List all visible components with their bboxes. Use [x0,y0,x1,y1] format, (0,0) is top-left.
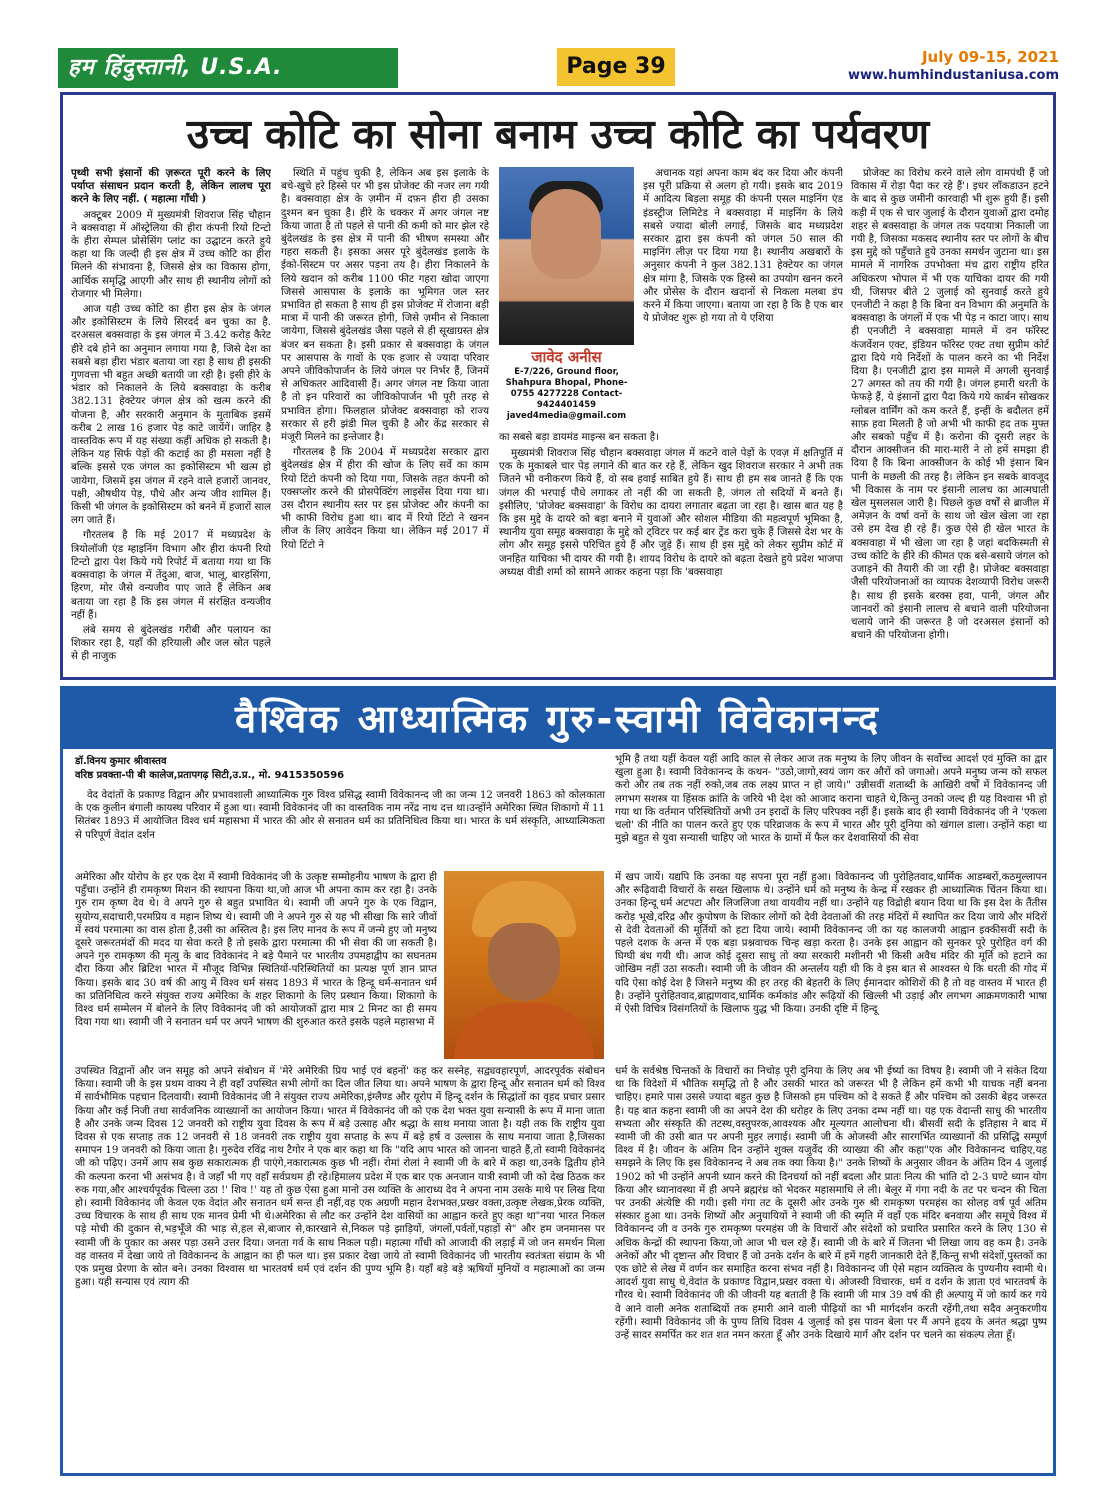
article-gold-vs-environment [60,92,1056,680]
author-name: जावेद अनीस [531,348,602,366]
author-box [499,347,634,422]
article-vivekananda [60,686,1056,1476]
author-contact: E-7/226, Ground floor, Shahpura Bhopal, Phone- 0755 4277228 Contact-9424401459 javed4media@gmail.com [505,367,628,421]
portrait-face-shape [488,923,560,1001]
paragraph: लंबे समय से बुंदेलखंड गरीबी और पलायन का शिकार रहा है, यहाँ की हरियाली और जल स्रोत पहले से ही नाजुक [71,624,271,663]
gandhi-quote: पृथ्वी सभी इंसानों की ज़रूरत पूरी करने के लिए पर्याप्त संसाधन प्रदान करती है, लेकिन लालच पूरा करने के लिए नहीं. ( महात्मा गाँधी ) [71,167,271,206]
paragraph: अचानक यहां अपना काम बंद कर दिया और कंपनी इस पूरी प्रक्रिया से अलग हो गयी। इसके बाद 2019 में आदित्य बिड़ला समूह की कंपनी एसल माइनिंग एंड इंडस्ट्रीज लिमिटेड ने बक्सवाहा में माइनिंग के लिये सबसे ज्यादा बोली लगाई, जिसके बाद मध्यप्रदेश सरकार द्वारा इस कंपनी को जंगल 50 साल की माइनिंग लीज़ पर दिया गया है। स्थानीय अखबारों के अनुसार कंपनी ने कुल 382.131 हेक्टेयर का जंगल क्षेत्र मांगा है, जिसके एक हिस्से का उपयोग खनन करने और प्रोसेस के दौरान खदानों से निकला मलबा डंप करने में किया जाएगा। बताया जा रहा है कि है एक बार ये प्रोजेक्ट शुरू हो गया तो ये एशिया [643,168,843,325]
paragraph: अमेरिका और योरोप के हर एक देश में स्वामी विवेकानंद जी के उत्कृष्ट सम्मोहनीय भाषण के द्वारा ही पहुँचा। उन्होंने ही रामकृष्ण मिशन की स्थापना किया था,जो आज भी अपना काम कर रहा है। उनके गुरु राम कृष्ण देव थे। वे अपने गुरु से बहुत प्रभावित थे। स्वामी जी अपने गुरु के एक विद्वान, सुयोग्य,सदाचारी,परमप्रिय व महान शिष्य थे। स्वामी जी ने अपने गुरु से यह भी सीखा कि सारे जीवों में स्वयं परमात्मा का वास होता है,उसी का अस्तित्व है। इस लिए मानव के रूप में जन्मे हुए जो मनुष्य दूसरे जरूरतमंदों की मदद या सेवा करते है तो इसके द्वारा परमात्मा की भी सेवा की जा सकती है। अपने गुरु रामकृष्ण की मृत्यु के बाद विवेकानंद ने बड़े पैमाने पर भारतीय उपमहाद्वीप का सघनतम दौरा किया और ब्रिटिश भारत में मौजूद विभिन्न स्थितियों-परिस्थितियों का प्रत्यक्ष पूर्ण ज्ञान प्राप्त किया। इसके बाद 30 वर्ष की आयु में विश्व धर्म संसद 1893 में भारत के हिन्दू धर्म-सनातन धर्म का प्रतिनिधित्व करने संयुक्त राज्य अमेरिका के शहर शिकागो के लिए प्रस्थान किया। शिकागो के विश्व धर्म सम्मेलन में बोलने के लिए विवेकानंद जी को आयोजकों द्वारा मात्र 2 मिनट का ही समय दिया गया था। स्वामी जी ने सनातन धर्म पर अपने भाषण की शुरुआत करते इसके पहले महासभा में [75,872,437,1029]
newspaper-masthead: हम हिंदुस्तानी, U.S.A. [58,48,398,88]
article-right-middle [615,871,1047,1063]
paragraph: गौरतलब है कि 2004 में मध्यप्रदेश सरकार द्वारा बुंदेलखंड क्षेत्र में हीरा की खोज के लिए सर्वे का काम रियो टिंटो कंपनी को दिया गया, जिसके तहत कंपनी को एक्सप्लोर करने की प्रोसपेक्टिंग लाइसेंस दिया गया था। उस दौरान स्थानीय स्तर पर इस प्रोजेक्ट और कंपनी का भी काफी विरोध हुआ था। बाद में रियो टिंटो ने खनन लीज के लिए आवेदन किया था। लेकिन मई 2017 में रियो टिंटो ने [281,447,489,551]
paragraph: में खप जायें। यद्यपि कि उनका यह सपना पूरा नहीं हुआ। विवेकानन्द जी पुरोहितवाद,धार्मिक आडम्बरों,कठमुल्लापन और रूढ़िवादी विचारों के सख्त खिलाफ थे। उन्होंने धर्म को मनुष्य के केन्द्र में रखकर ही आध्यात्मिक चिंतन किया था। उनका हिन्दू धर्म अटपटा और लिजलिजा तथा वायवीय नहीं था। उन्होंने यह विद्रोही बयान दिया था कि इस देश के तैंतीस करोड़ भूखे,दरिद्र और कुपोषण के शिकार लोगों को देवी देवताओं की तरह मंदिरों में स्थापित कर दिया जाये और मंदिरों से देवी देवताओं की मूर्तियों को हटा दिया जाये। स्वामी विवेकानन्द जी का यह कालजयी आह्वान इक्कीसवीं सदी के पहले दशक के अन्त में एक बड़ा प्रश्नवाचक चिन्ह खड़ा करता है। उनके इस आह्वान को सुनकर पूरे पुरोहित वर्ग की घिग्घी बंध गयी थी। आज कोई दूसरा साधु तो क्या सरकारी मशीनरी भी किसी अवैध मंदिर की मूर्ति को हटाने का जोखिम नहीं उठा सकती। स्वामी जी के जीवन की अन्तर्लय यही थी कि वे इस बात से आश्वस्त थे कि धरती की गोद में यदि ऐसा कोई देश है जिसने मनुष्य की हर तरह की बेहतरी के लिए ईमानदार कोशिशें की है तो वह वास्तव में भारत ही है। उन्होंने पुरोहितवाद,ब्राह्मणवाद,धार्मिक कर्मकांड और रूढ़ियों की खिल्ली भी उड़ाई और लगभग आक्रमणकारी भाषा में ऐसी विचित्र विसंगतियों के खिलाफ युद्ध भी किया। उनकी दृष्टि में हिन्दू [615,872,1047,1016]
paragraph: भूमि है तथा यहीं केवल यहीं आदि काल से लेकर आज तक मनुष्य के लिए जीवन के सर्वोच्च आदर्श एवं मुक्ति का द्वार खुला हुआ है। स्वामी विवेकानन्द के कथन- "उठो,जागो,स्वयं जाग कर औरों को जगाओ। अपने मनुष्य जन्म को सफल करो और तब तक नहीं रुको,जब तक लक्ष्य प्राप्त न हो जाये।" उन्नीसवीं शताब्दी के आखिरी वर्षों में विवेकानन्द जी लगभग सशस्त्र या हिंसक क्रांति के जरिये भी देश को आजाद कराना चाहते थे,किन्तु उनको जल्द ही यह विश्वास भी हो गया था कि वर्तमान परिस्थितियों अभी उन इरादों के लिए परिपक्व नहीं हैं। इसके बाद ही स्वामी विवेकानंद जी ने 'एकला चलो' की नीति का पालन करते हुए एक परिव्राजक के रूप में भारत और पूरी दुनिया को खंगाल डाला। उन्होंने कहा था मुझे बहुत से युवा सन्यासी चाहिए जो भारत के ग्रामों में फैल कर देशवासियों की सेवा [615,754,1047,845]
author-name: डॉ.विनय कुमार श्रीवास्तव [75,756,167,767]
paragraph: वेद वेदांतों के प्रकाण्ड विद्वान और प्रभावशाली आध्यात्मिक गुरु विश्व प्रसिद्ध स्वामी विवेकानन्द जी का जन्म 12 जनवरी 1863 को कोलकाता के एक कुलीन बंगाली कायस्थ परिवार में हुआ था। स्वामी विवेकानंद जी का वास्तविक नाम नरेंद्र नाथ दत्त था।उन्होंने अमेरिका स्थित शिकागो में 11 सितंबर 1893 में आयोजित विश्व धर्म महासभा में भारत की ओर से सनातन धर्म का प्रतिनिधित्व किया था। भारत के धर्म संस्कृति, आध्यात्मिकता से परिपूर्ण वेदांत दर्शन [75,790,605,841]
paragraph: मुख्यमंत्री शिवराज सिंह चौहान बक्सवाहा जंगल में कटने वाले पेड़ों के एवज़ में क्षतिपूर्ति में एक के मुकाबले चार पेड़ लगाने की बात कर रहे हैं, लेकिन खुद शिवराज सरकार ने अभी तक जितने भी वनीकरण किये हैं, वो सब हवाई साबित हुये हैं। साथ ही हम सब जानते हैं कि एक जंगल की भरपाई पौधे लगाकर तो नहीं की जा सकती है, जंगल तो सदियों में बनते हैं। इसीलिए, 'प्रोजेक्ट बक्सवाहा' के विरोध का दायरा लगातार बढ़ता जा रहा है। खास बात यह है कि इस मुद्दे के दायरे को बड़ा बनाने में युवाओं और सोशल मीडिया की महत्वपूर्ण भूमिका है, स्थानीय युवा समूह बक्सवाहा के मुद्दे को ट्विटर पर कई बार ट्रेंड करा चुके हैं जिससे देश भर के लोग और समूह इससे परिचित हुये हैं और जुड़े हैं। साथ ही इस मुद्दे को लेकर सुप्रीम कोर्ट में जनहित याचिका भी दायर की गयी है। शायद विरोध के दायरे को बढ़ता देखते हुये प्रदेश भाजपा अध्यक्ष वीडी शर्मा को सामने आकर कहना पड़ा कि 'बक्सवाहा [499,448,843,578]
paragraph: धर्म के सर्वश्रेष्ठ चिन्तकों के विचारों का निचोड़ पूरी दुनिया के लिए अब भी ईर्ष्या का विषय है। स्वामी जी ने संकेत दिया था कि विदेशों में भौतिक समृद्धि तो है और उसकी भारत को जरूरत भी है लेकिन हमें कभी भी याचक नहीं बनना चाहिए। हमारे पास उससे ज्यादा बहुत कुछ है जिसको हम पश्चिम को दे सकते हैं और पश्चिम को उसकी बेहद जरूरत है। यह बात कहना स्वामी जी का अपने देश की धरोहर के लिए उनका दम्भ नहीं था। यह एक वेदान्ती साधु की भारतीय सभ्यता और संस्कृति की तटस्थ,वस्तुपरक,आवश्यक और मूल्यगत आलोचना थी। बीसवीं सदी के इतिहास ने बाद में स्वामी जी की उसी बात पर अपनी मुहर लगाई। स्वामी जी के ओजस्वी और सारगर्भित व्याख्यानों की प्रसिद्धि सम्पूर्ण विश्व में है। जीवन के अंतिम दिन उन्होंने शुक्ल यजुर्वेद की व्याख्या की और कहा"एक और विवेकानन्द चाहिए,यह समझने के लिए कि इस विवेकानन्द ने अब तक क्या किया है।" उनके शिष्यों के अनुसार जीवन के अंतिम दिन 4 जुलाई 1902 को भी उन्होंने अपनी ध्यान करने की दिनचर्या को नहीं बदला और प्रातः नित्य की भांति दो 2-3 घण्टे ध्यान योग किया और ध्यानावस्था में ही अपने ब्रह्मरंध्र को भेदकर महासमाधि ले ली। बेलूर में गंगा नदी के तट पर चन्दन की चिता पर उनकी अंत्येष्टि की गयी। इसी गंगा तट के दूसरी ओर उनके गुरु श्री रामकृष्ण परमहंस का सोलह वर्ष पूर्व अंतिम संस्कार हुआ था। उनके शिष्यों और अनुयायियों ने स्वामी जी की स्मृति में वहाँ एक मंदिर बनवाया और समूचे विश्व में विवेकानन्द जी व उनके गुरु रामकृष्ण परमहंस जी के विचारों और संदेशों को प्रचारित प्रसारित करने के लिए 130 से अधिक केन्द्रों की स्थापना किया,जो आज भी चल रहे हैं। स्वामी जी के बारे में जितना भी लिखा जाय वह कम है। उनके अनेकों और भी दृष्टान्त और विचार हैं जो उनके दर्शन के बारे में हमें गहरी जानकारी देते हैं,किन्तु सभी संदेशों,पुस्तकों का एक छोटे से लेख में वर्णन कर समाहित करना संभव नहीं है। विवेकानन्द जी ऐसे महान व्यक्तित्व के पुण्यनीय स्वामी थे। आदर्श युवा साधु थे,वेदांत के प्रकाण्ड विद्वान,प्रखर वक्ता थे। ओजस्वी विचारक, धर्म व दर्शन के ज्ञाता एवं भारतवर्ष के गौरव थे। स्वामी विवेकानंद जी की जीवनी यह बताती है कि स्वामी जी मात्र 39 वर्ष की ही अल्पायु में जो कार्य कर गये वे आने वाली अनेक शताब्दियों तक हमारी आने वाली पीढ़ियों का भी मार्गदर्शन करती रहेंगी,तथा सदैव अनुकरणीय रहेंगी। स्वामी विवेकानंद जी के पुण्य तिथि दिवस 4 जुलाई को इस पावन बेला पर मैं अपने हृदय के अनंत श्रद्धा पुष्प उन्हें सादर समर्पित कर शत शत नमन करता हूँ और उनके दिखाये मार्ग और दर्शन पर चलने का संकल्प लेता हूँ। [615,1066,1047,1342]
article-column-1 [71,167,271,677]
article-right-bottom [615,1065,1047,1469]
article-column-3-bottom [499,447,843,677]
paragraph: प्रोजेक्ट का विरोध करने वाले लोग वामपंथी हैं जो विकास में रोड़ा पैदा कर रहे हैं'। इधर लॉकडाउन हटने के बाद से कुछ जमीनी कारवाही भी शुरू हुयी हैं। इसी कड़ी में एक से चार जुलाई के दौरान युवाओं द्वारा दमोह शहर से बक्सवाहा के जंगल तक पदयात्रा निकाली जा गयी है, जिसका मकसद स्थानीय स्तर पर लोगों के बीच इस मुद्दे को पहुँचाते हुये उनका समर्थन जुटाना था। इस मामले में नागरिक उपभोक्ता मंच द्वारा राष्ट्रीय हरित अधिकरण भोपाल में भी एक याचिका दायर की गयी थी, जिसपर बीते 2 जुलाई को सुनवाई करते हुये एनजीटी ने कहा है कि बिना वन विभाग की अनुमति के बक्सवाहा के जंगलों में एक भी पेड़ न काटा जाए। साथ ही एनजीटी ने बक्सवाहा मामले में वन फॉरेस्ट कंजर्वेशन एक्ट, इंडियन फॉरेस्ट एक्ट तथा सुप्रीम कोर्ट द्वारा दिये गये निर्देशों के पालन करने का भी निर्देश दिया है। एनजीटी द्वारा इस मामले में अगली सुनवाई 27 अगस्त को तय की गयी है। जंगल हमारी धरती के फेफड़े हैं, ये इंसानों द्वारा पैदा किये गये कार्बन सोखकर ग्लोबल वार्मिंग को कम करते हैं, इन्हीं के बदौलत हमें साफ़ हवा मिलती है जो अभी भी काफी हद तक मुफ्त और सबको पहुँच में है। करोना की दूसरी लहर के दौरान आक्सीजन की मारा-मारी ने तो हमें समझा ही दिया है कि बिना आक्सीजन के कोई भी इंसान बिन पानी के मछली की तरह है। लेकिन इन सबके बावजूद भी विकास के नाम पर इंसानी लालच का आत्मघाती खेल मुसलसल जारी है। पिछले कुछ वर्षों से ब्राजील में अमेज़न के वर्षा वनों के साथ जो खेल खेला जा रहा उसे हम देख ही रहे हैं। कुछ ऐसे ही खेल भारत के बक्सवाहा में भी खेला जा रहा है जहां बदकिस्मती से उच्च कोटि के हीरे की कीमत एक बसे-बसाये जंगल को उजाड़ने की तैयारी की जा रही है। प्रोजेक्ट बक्सवाहा जैसी परियोजनाओं का व्यापक देशव्यापी विरोध जरूरी है। साथ ही इसके बरक्स हवा, पानी, जंगल और जानवरों को इंसानी लालच से बचाने वाली परियोजना चलाये जाने की जरूरत है जो दरअसल इंसानों को बचाने की परियोजना होगी। [851,168,1049,642]
article-column-3-continuation [499,431,843,445]
paragraph: उपस्थित विद्वानों और जन समूह को अपने संबोधन में 'मेरे अमेरिकी प्रिय भाई एवं बहनों' कह कर सस्नेह, सद्व्यवहारपूर्ण, आदरपूर्वक संबोधन किया। स्वामी जी के इस प्रथम वाक्य ने ही वहाँ उपस्थित सभी लोगों का दिल जीत लिया था। अपने भाषण के द्वारा हिन्दू और सनातन धर्म को विश्व में सार्वभौमिक पहचान दिलवायी। स्वामी विवेकानंद जी ने संयुक्त राज्य अमेरिका,इंग्लैण्ड और यूरोप में हिन्दू दर्शन के सिद्धांतों का वृहद प्रचार प्रसार किया और कई निजी तथा सार्वजनिक व्याख्यानों का आयोजन किया। भारत में विवेकानंद जी को एक देश भक्त युवा सन्यासी के रूप में माना जाता है और उनके जन्म दिवस 12 जनवरी को राष्ट्रीय युवा दिवस के रूप में बड़े उत्साह और श्रद्धा के साथ मनाया जाता है। यही तक कि राष्ट्रीय युवा दिवस से एक सप्ताह तक 12 जनवरी से 18 जनवरी तक राष्ट्रीय युवा सप्ताह के रूप में बड़े हर्ष व उल्लास के साथ मनाया जाता है,जिसका समापन 19 जनवरी को किया जाता है। गुरुदेव रविंद्र नाथ टैगोर ने एक बार कहा था कि "यदि आप भारत को जानना चाहते हैं,तो स्वामी विवेकानंद जी को पढ़िए। उनमें आप सब कुछ सकारात्मक ही पाएंगे,नकारात्मक कुछ भी नहीं। रोमां रोलां ने स्वामी जी के बारे में कहा था,उनके द्वितीय होने की कल्पना करना भी असंभव है। वे जहाँ भी गए वहाँ सर्वप्रथम ही रहे।हिमालय प्रदेश में एक बार एक अनजान यात्री स्वामी जी को देख ठिठक कर रुक गया,और आश्चर्यपूर्वक चिल्ला उठा !' शिव !' यह तो कुछ ऐसा हुआ मानो उस व्यक्ति के आराध्य देव ने अपना नाम उसके माथे पर लिख दिया हो। स्वामी विवेकानंद जी केवल एक वेदांत और सनातन धर्म सन्त ही नहीं,वह एक अग्रणी महान देशभक्त,प्रखर वक्ता,उत्कृष्ट लेखक,प्रेरक व्यक्ति, उच्च विचारक के साथ ही साथ एक मानव प्रेमी भी थे।अमेरिका से लौट कर उन्होंने देश वासियों का आह्वान करते हुए कहा था"नया भारत निकल पड़े मोची की दुकान से,भड़भूँजे की भाड़ से,हल से,बाजार से,कारखाने से,निकल पड़े झाड़ियों, जंगलों,पर्वतों,पहाड़ों से" और हम जनमानस पर स्वामी जी के पुकार का असर पड़ा उसने उत्तर दिया। जनता गर्व के साथ निकल पड़ी। महात्मा गाँधी को आजादी की लड़ाई में जो जन समर्थन मिला वह वास्तव में देखा जाये तो विवेकानन्द के आह्वान का ही फल था। इस प्रकार देखा जाये तो स्वामी विवेकानंद जी भारतीय स्वतंत्रता संग्राम के भी एक प्रमुख प्रेरणा के स्रोत बने। उनका विश्वास था भारतवर्ष धर्म एवं दर्शन की पुण्य भूमि है। यहाँ बड़े बड़े ऋषियों मुनियों व महात्माओं का जन्म हुआ। यही सन्यास एवं त्याग की [75,1066,605,1289]
article-left-top [75,789,605,869]
page-number: Page 39 [557,48,675,86]
article-column-2 [281,167,489,677]
article-column-4 [851,167,1049,677]
article-column-3-top [643,167,843,425]
portrait-robe-shape [454,1003,594,1059]
article-title-banner: वैश्विक आध्यात्मिक गुरु-स्वामी विवेकानन्द [63,689,1053,749]
paragraph: गौरतलब है कि मई 2017 में मध्यप्रदेश के त्रियोलॉजी एंड म्हाइनिंग विभाग और हीरा कंपनी रियो टिन्टो द्वारा पेश किये गये रिपोर्ट में बताया गया था कि बक्सवाहा के जंगल में तेंदुआ, बाज, भालू, बारहसिंगा, हिरण, मोर जैसे वन्यजीव पाए जाते हैं लेकिन अब बताया जा रहा है कि इस जंगल में संरक्षित वन्यजीव नहीं हैं। [71,530,271,621]
website-link[interactable]: www.humhindustaniusa.com [847,68,1059,83]
article-title: उच्च कोटि का सोना बनाम उच्च कोटि का पर्यवरण [186,110,930,158]
page-header [0,0,1117,90]
author-photo [499,167,634,345]
issue-date: July 09-15, 2021 [921,48,1059,66]
article-left-middle [75,871,437,1061]
vivekananda-portrait [444,871,604,1059]
author-designation: वरिष्ठ प्रवक्ता-पी बी कालेज,प्रतापगढ़ सिटी,उ.प्र., मो. 9415350596 [75,770,345,781]
paragraph: का सबसे बड़ा डायमंड माइन्स बन सकता है। [499,432,659,443]
article-left-bottom [75,1065,605,1469]
byline [75,755,344,783]
paragraph: स्थिति में पहुंच चुकी है, लेकिन अब इस इलाके के बचे-खुचे हरे हिस्से पर भी इस प्रोजेक्ट की नजर लग गयी है। बक्सवाहा क्षेत्र के ज़मीन में दफ़न हीरा ही उसका दुश्मन बन चुका है। हीरे के चक्कर में अगर जंगल नष्ट किया जाता है तो पहले से पानी की कमी को मार झेल रहे बुंदेलखंड के इस क्षेत्र में पानी की भीषण समस्या और गहरा सकती है। इसका असर पूरे बुंदेलखंड इलाके के ईको-सिस्टम पर असर पड़ना तय है। हीरा निकालने के लिये खदान को करीब 1100 फीट गहरा खोदा जाएगा जिससे आसपास के इलाके का भूमिगत जल स्तर प्रभावित हो सकता है साथ ही इस प्रोजेक्ट में रोजाना बड़ी मात्रा में पानी की जरूरत होगी, जिसे ज़मीन से निकाला जायेगा, जिससे बुंदेलखंड जैसा पहले से ही सूखाग्रस्त क्षेत्र बंजर बन सकता है। इसी प्रकार से बक्सवाहा के जंगल पर आसपास के गावों के एक हजार से ज्यादा परिवार अपने जीविकोपार्जन के लिये जंगल पर निर्भर हैं, जिनमें से अधिकतर आदिवासी हैं। अगर जंगल नष्ट किया जाता है तो इन परिवारों का जीविकोपार्जन भी पूरी तरह से प्रभावित होगा। फिलहाल प्रोजेक्ट बक्सवाहा को राज्य सरकार से हरी झंडी मिल चुकी है और केंद्र सरकार से मंजूरी मिलने का इन्तेजार है। [281,168,489,444]
author-face-shape [531,189,601,279]
paragraph: अक्टूबर 2009 में मुख्यमंत्री शिवराज सिंह चौहान ने बक्सवाहा में ऑस्ट्रेलिया की हीरा कंपनी रियो टिन्टो के हीरा सेम्पल प्रोसेसिंग प्लांट का उद्घाटन करते हुये कहा था कि जल्दी ही इस क्षेत्र में उच्च कोटि का हीरा मिलने की संभावना है, जिससे क्षेत्र का विकास होगा, आर्थिक समृद्धि आएगी और साथ ही स्थानीय लोगों को रोजगार भी मिलेगा। [71,209,271,300]
article-right-top [615,753,1047,869]
paragraph: आज यही उच्च कोटि का हीरा इस क्षेत्र के जंगल और इकोसिस्टम के लिये सिरदर्द बन चुका का है. दरअसल बक्सवाहा के इस जंगल में 3.42 करोड़ कैरेट हीरे दबे होने का अनुमान लगाया गया है, जिसे देश का सबसे बड़ा हीरा भंडार बताया जा रहा है साथ ही इसकी गुणवत्ता भी बहुत अच्छी बतायी जा रही है। इसी हीरे के भंडार को निकालने के लिये बक्सवाहा के करीब 382.131 हेक्टेयर जंगल क्षेत्र को खत्म करने की योजना है, और सरकारी अनुमान के मुताबिक इसमें करीब 2 लाख 16 हजार पेड़ काटे जायेंगें। जाहिर है वास्तविक रूप में यह संख्या कहीं अधिक हो सकती है। लेकिन यह सिर्फ पेड़ों की कटाई का ही मसला नहीं है बल्कि इससे एक जंगल का इकोसिस्टम भी खत्म हो जायेगा, जिसमें इस जंगल में रहने वाले हजारों जानवर, पक्षी, औषधीय पेड़, पौधे और अन्य जीव शामिल हैं। किसी भी जंगल के इकोसिस्टम को बनने में हजारों साल लग जाते हैं। [71,304,271,527]
